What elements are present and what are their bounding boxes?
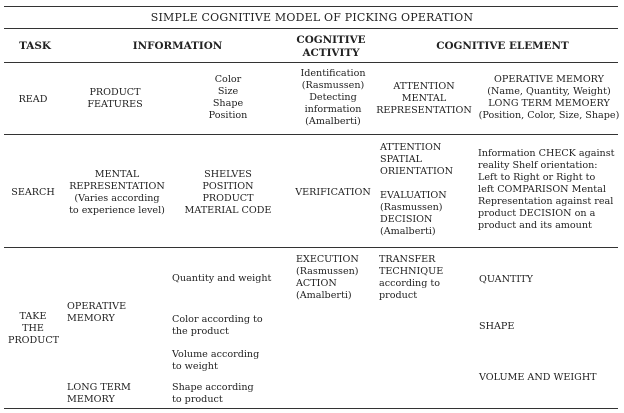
text-line: EXECUTION (296, 254, 359, 265)
text-line: to product (172, 394, 223, 405)
text-line: MEMORY (67, 313, 115, 324)
text-line: OPERATIVE (67, 301, 127, 312)
text-line: THE (22, 323, 44, 334)
text-line: Color (214, 74, 242, 85)
take-element-quantity: QUANTITY (479, 274, 533, 285)
title-rule (4, 28, 618, 29)
text-line: TAKE (19, 311, 47, 322)
take-task (8, 311, 58, 347)
text-line: Representation against real (478, 196, 614, 207)
text-line: SPATIAL (380, 154, 423, 165)
text-line: Shape (212, 98, 244, 109)
text-line: ACTION (296, 278, 337, 289)
text-line: (Name, Quantity, Weight) (487, 86, 611, 97)
text-line: MATERIAL CODE (184, 205, 272, 216)
text-line: according to (379, 278, 441, 289)
text-line: MEMORY (67, 394, 115, 405)
text-line: Color according to (172, 314, 263, 325)
text-line: (Rasmussen) (380, 202, 443, 213)
take-info-color (172, 314, 287, 338)
text-line: TRANSFER (379, 254, 436, 265)
text-line: DECISION (380, 214, 433, 225)
text-line: Information CHECK against (478, 148, 615, 159)
text-line: (Amalberti) (296, 290, 352, 301)
take-info-volume (172, 349, 287, 373)
row-rule (4, 247, 618, 248)
text-line: (Amalberti) (305, 116, 361, 127)
read-task: READ (18, 94, 48, 105)
header-cognitive-activity-line: COGNITIVE (296, 34, 366, 46)
text-line: POSITION (202, 181, 254, 192)
search-element-left (380, 142, 475, 238)
search-info-left (62, 169, 172, 217)
text-line: (Varies according (74, 193, 160, 204)
text-line: LONG TERM MEMOERY (488, 98, 610, 109)
read-element-left (374, 81, 474, 117)
text-line: product (379, 290, 418, 301)
text-line: ATTENTION (393, 81, 455, 92)
text-line: product DECISION on a (478, 208, 596, 219)
text-line: OPERATIVE MEMORY (494, 74, 604, 85)
read-element-right (476, 74, 622, 122)
take-activity (296, 254, 376, 302)
text-line: (Rasmussen) (301, 80, 365, 91)
header-task: TASK (19, 40, 51, 52)
text-line: Left to Right or Right to (478, 172, 596, 183)
bottom-rule (4, 408, 618, 409)
text-line: REPRESENTATION (376, 105, 472, 116)
header-cognitive-element: COGNITIVE ELEMENT (436, 40, 569, 52)
text-line: Identification (300, 68, 366, 79)
search-activity: VERIFICATION (295, 187, 371, 198)
text-line: to weight (172, 361, 218, 372)
header-cognitive-activity (290, 34, 372, 60)
take-element-volume: VOLUME AND WEIGHT (479, 372, 597, 383)
text-line: EVALUATION (380, 190, 447, 201)
read-activity (288, 68, 378, 128)
text-line: (Rasmussen) (296, 266, 359, 277)
text-line: PRODUCT (202, 193, 254, 204)
text-line: MENTAL (401, 93, 447, 104)
text-line: ATTENTION (380, 142, 442, 153)
read-info-left (75, 87, 155, 111)
text-line: (Amalberti) (380, 226, 436, 237)
search-info-right (178, 169, 278, 217)
text-line: SHELVES (204, 169, 252, 180)
take-long-term-memory (67, 382, 167, 406)
text-line: the product (172, 326, 229, 337)
text-line: LONG TERM (67, 382, 131, 393)
search-task: SEARCH (11, 187, 55, 198)
take-info-shape (172, 382, 287, 406)
text-line: ORIENTATION (380, 166, 454, 177)
search-element-right (478, 148, 620, 232)
text-line: FEATURES (87, 99, 143, 110)
text-line: Position (208, 110, 248, 121)
take-element-left (379, 254, 474, 302)
text-gap (380, 178, 475, 190)
text-line: information (304, 104, 362, 115)
table-title: SIMPLE COGNITIVE MODEL OF PICKING OPERATION (150, 11, 474, 24)
text-line: PRODUCT (89, 87, 141, 98)
text-line: TECHNIQUE (379, 266, 444, 277)
text-line: PRODUCT (8, 335, 60, 346)
text-line: product and its amount (478, 220, 592, 231)
text-line: (Position, Color, Size, Shape) (478, 110, 620, 121)
take-element-shape: SHAPE (479, 321, 515, 332)
take-operative-memory (67, 301, 167, 325)
text-line: Shape according (172, 382, 254, 393)
top-rule (4, 6, 618, 7)
text-line: MENTAL (94, 169, 140, 180)
text-line: to experience level) (69, 205, 165, 216)
read-info-right (198, 74, 258, 122)
header-rule (4, 62, 618, 63)
header-information: INFORMATION (132, 40, 223, 52)
row-rule (4, 134, 618, 135)
text-line: reality Shelf orientation: (478, 160, 598, 171)
text-line: Detecting (309, 92, 357, 103)
text-line: REPRESENTATION (69, 181, 165, 192)
header-cognitive-activity-line: ACTIVITY (302, 47, 360, 59)
text-line: Volume according (172, 349, 260, 360)
text-line: left COMPARISON Mental (478, 184, 606, 195)
text-line: Size (217, 86, 239, 97)
take-info-quantity: Quantity and weight (172, 273, 272, 284)
